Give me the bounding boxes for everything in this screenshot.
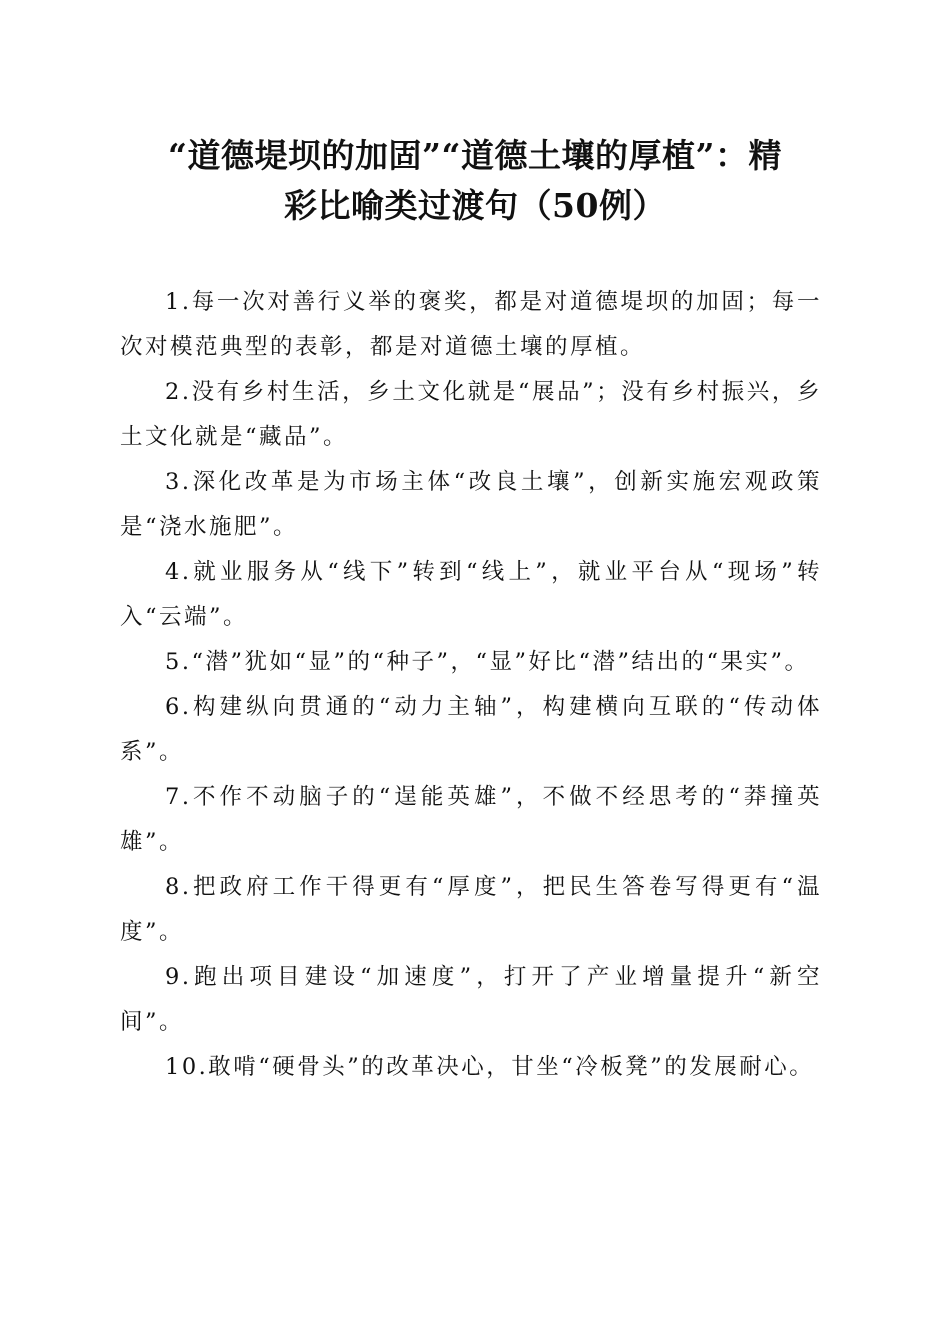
list-item: 2.没有乡村生活，乡土文化就是“展品”；没有乡村振兴，乡土文化就是“藏品”。 — [120, 379, 822, 450]
list-item: 7.不作不动脑子的“逞能英雄”，不做不经思考的“莽撞英雄”。 — [120, 784, 822, 855]
title-line-2: 彩比喻类过渡句（50例） — [284, 186, 666, 225]
list-item: 9.跑出项目建设“加速度”，打开了产业增量提升“新空间”。 — [120, 964, 822, 1035]
document-title — [118, 131, 832, 231]
list-item: 5.“潜”犹如“显”的“种子”，“显”好比“潜”结出的“果实”。 — [165, 649, 810, 675]
list-item: 10.敢啃“硬骨头”的改革决心，甘坐“冷板凳”的发展耐心。 — [165, 1054, 815, 1080]
list-item: 1.每一次对善行义举的褒奖，都是对道德堤坝的加固；每一次对模范典型的表彰，都是对道德土壤的厚植。 — [120, 289, 822, 360]
list-item: 8.把政府工作干得更有“厚度”，把民生答卷写得更有“温度”。 — [120, 874, 822, 945]
document-body — [120, 280, 822, 1090]
list-item: 4.就业服务从“线下”转到“线上”，就业平台从“现场”转入“云端”。 — [120, 559, 822, 630]
list-item: 6.构建纵向贯通的“动力主轴”，构建横向互联的“传动体系”。 — [120, 694, 822, 765]
title-line-1: “道德堤坝的加固”“道德土壤的厚植”：精 — [168, 136, 782, 175]
list-item: 3.深化改革是为市场主体“改良土壤”，创新实施宏观政策是“浇水施肥”。 — [120, 469, 822, 540]
